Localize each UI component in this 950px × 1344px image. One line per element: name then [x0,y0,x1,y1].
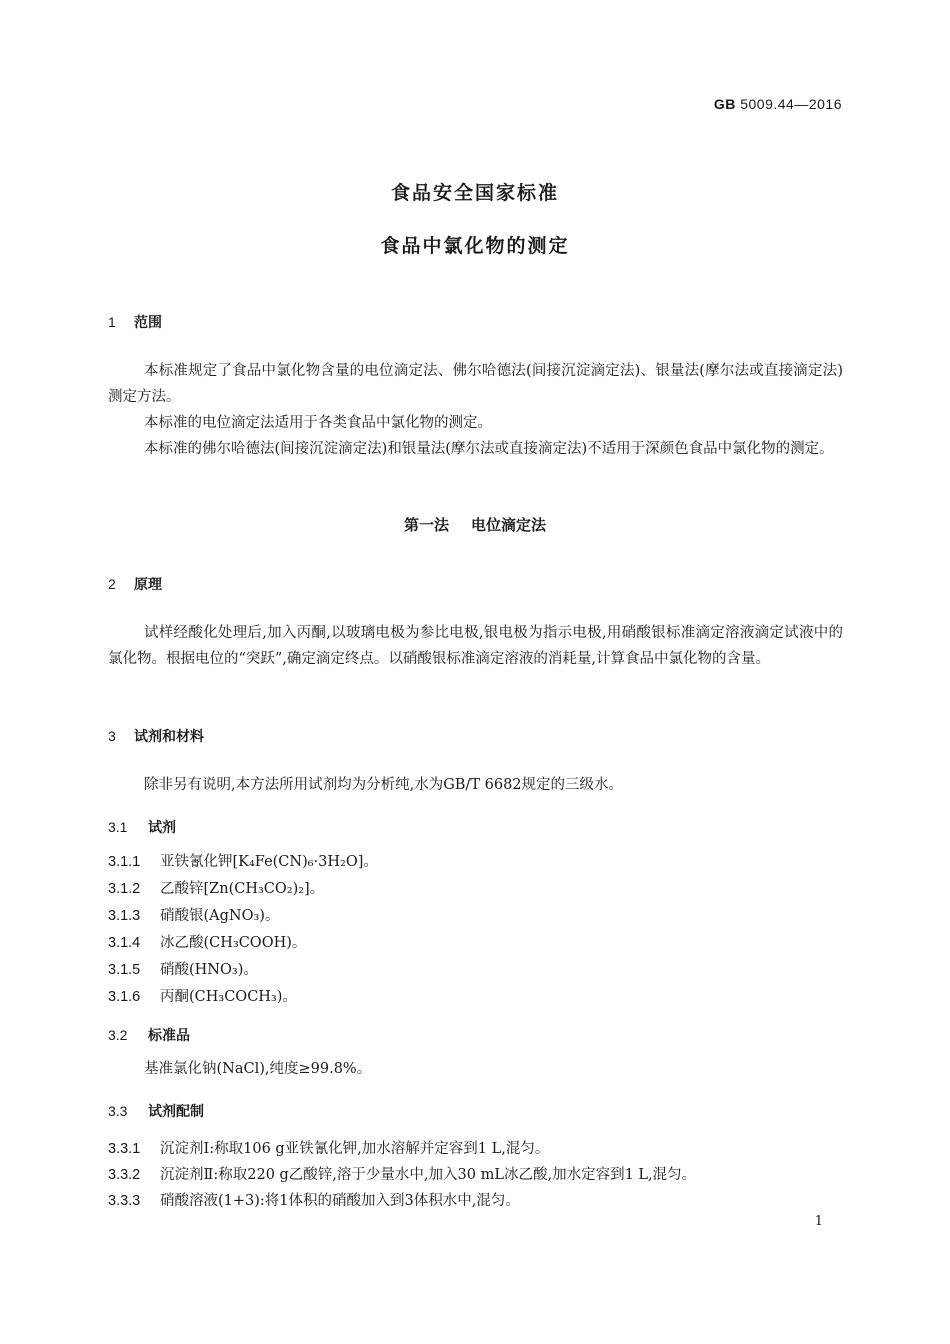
section-2-heading [108,574,162,594]
scope-paragraph-1: 本标准规定了食品中氯化物含量的电位滴定法、佛尔哈德法(间接沉淀滴定法)、银量法(摩尔法或直接滴定法)测定方法。 [108,363,843,405]
list-item [108,1189,520,1210]
item-text: 沉淀剂Ⅰ:称取106 g亚铁氰化钾,加水溶解并定容到1 L,混匀。 [160,1141,550,1157]
section-3-heading [108,726,204,746]
list-item [108,985,297,1006]
method-label: 第一法 [403,516,449,534]
section-3-1-heading [108,817,176,837]
list-item [108,850,378,871]
item-text: 冰乙酸(CH₃COOH)。 [160,935,307,951]
list-item [108,958,258,979]
item-text: 乙酸锌[Zn(CH₃CO₂)₂]。 [160,881,325,897]
item-text: 沉淀剂Ⅱ:称取220 g乙酸锌,溶于少量水中,加入30 mL冰乙酸,加水定容到1 L,混匀。 [160,1167,697,1183]
item-text: 亚铁氰化钾[K₄Fe(CN)₆·3H₂O]。 [160,854,378,870]
section-number: 3 [108,728,116,744]
list-item [108,1163,696,1184]
section-title: 标准品 [148,1028,190,1044]
document-subtitle: 食品中氯化物的测定 [380,235,570,257]
item-number: 3.1.5 [108,962,141,978]
method-heading [0,514,950,535]
reagents-intro: 除非另有说明,本方法所用试剂均为分析纯,水为GB/T 6682规定的三级水。 [144,777,624,793]
item-number: 3.3.3 [108,1193,141,1209]
list-item [108,931,306,952]
section-title: 原理 [134,577,162,593]
section-3-3-heading [108,1101,204,1121]
item-number: 3.1.2 [108,881,141,897]
standard-code: 5009.44—2016 [740,96,842,112]
item-number: 3.1.1 [108,854,141,870]
item-number: 3.1.4 [108,935,141,951]
section-number: 3.2 [108,1027,128,1043]
principle-paragraph: 试样经酸化处理后,加入丙酮,以玻璃电极为参比电极,银电极为指示电极,用硝酸银标准滴定溶液滴定试液中的氯化物。根据电位的“突跃”,确定滴定终点。以硝酸银标准滴定溶液的消耗量,计算食品中氯化物的含量。 [108,625,843,667]
item-text: 硝酸银(AgNO₃)。 [160,908,280,924]
section-title: 试剂 [148,820,176,836]
list-item [108,904,279,925]
section-number: 3.1 [108,819,128,835]
item-number: 3.3.1 [108,1141,141,1157]
item-number: 3.3.2 [108,1167,141,1183]
item-number: 3.1.6 [108,989,141,1005]
item-text: 丙酮(CH₃COCH₃)。 [160,989,297,1005]
section-number: 3.3 [108,1103,128,1119]
scope-paragraph-2: 本标准的电位滴定法适用于各类食品中氯化物的测定。 [144,415,492,431]
section-number: 2 [108,576,116,592]
method-name: 电位滴定法 [471,516,547,534]
section-title: 试剂和材料 [134,729,204,745]
document-title: 食品安全国家标准 [390,182,559,204]
item-text: 硝酸(HNO₃)。 [160,962,258,978]
standard-prefix: GB [713,96,736,112]
section-1-heading [108,312,162,332]
standard-material-text: 基准氯化钠(NaCl),纯度≥99.8%。 [144,1061,372,1077]
section-number: 1 [108,314,116,330]
item-text: 硝酸溶液(1+3):将1体积的硝酸加入到3体积水中,混匀。 [160,1193,520,1209]
section-title: 范围 [134,315,162,331]
section-title: 试剂配制 [148,1104,204,1120]
scope-paragraph-3: 本标准的佛尔哈德法(间接沉淀滴定法)和银量法(摩尔法或直接滴定法)不适用于深颜色食品中氯化物的测定。 [144,441,834,457]
section-3-2-heading [108,1025,190,1045]
list-item [108,877,324,898]
list-item [108,1137,549,1158]
standard-number [714,96,842,112]
item-number: 3.1.3 [108,908,141,924]
page-number: 1 [814,1214,823,1229]
